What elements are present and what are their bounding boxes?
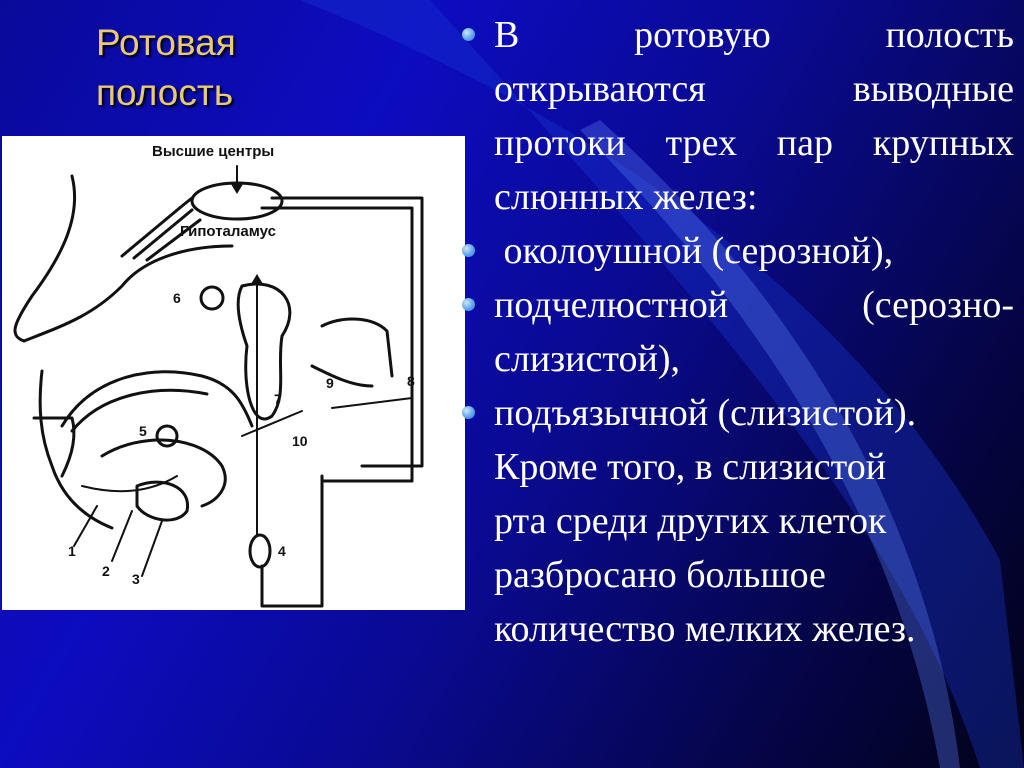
bullet-dot-icon — [462, 244, 475, 257]
title-line-1: Ротовая — [96, 22, 236, 63]
bullet-dot-icon — [462, 28, 475, 41]
slide-title — [96, 18, 296, 118]
figure-number-8: 8 — [407, 373, 415, 389]
label-higher-centers: Высшие центры — [152, 143, 275, 160]
bullet-4-line-4: разбросано большое — [494, 554, 826, 596]
bullet-4-line-3: рта среди других клеток — [494, 500, 887, 542]
bullet-item-1 — [462, 8, 1014, 224]
bullet-2-line-1: околоушной (серозной), — [494, 230, 894, 272]
bullet-item-3 — [462, 278, 1014, 386]
figure-number-2: 2 — [102, 563, 110, 579]
figure-number-4: 4 — [278, 543, 286, 559]
bullet-dot-icon — [462, 298, 475, 311]
bullet-3-line-2: слизистой), — [494, 338, 680, 380]
bullet-4-line-5: количество мелких желез. — [494, 608, 916, 650]
bullet-list — [462, 8, 1014, 656]
bullet-1-line-3: протоки трех пар крупных — [494, 122, 1014, 164]
salivation-reflex-diagram — [2, 136, 465, 610]
bullet-4-line-1: подъязычной (слизистой). — [494, 392, 917, 434]
figure-number-1: 1 — [68, 543, 76, 559]
figure-number-10: 10 — [292, 433, 308, 449]
figure-number-5: 5 — [139, 423, 147, 439]
label-hypothalamus: Гипоталамус — [180, 223, 276, 240]
figure-number-7: 7 — [274, 391, 282, 407]
bullet-1-line-4: слюнных желез: — [494, 176, 758, 218]
bullet-item-4 — [462, 386, 1014, 656]
bullet-item-2 — [462, 224, 1014, 278]
figure-number-9: 9 — [326, 375, 334, 391]
bullet-1-line-2: открываются выводные — [494, 68, 1014, 110]
bullet-4-line-2: Кроме того, в слизистой — [494, 446, 887, 488]
bullet-3-line-1: подчелюстной (серозно- — [494, 284, 1014, 326]
figure-number-6: 6 — [173, 290, 181, 306]
figure-number-3: 3 — [132, 571, 140, 587]
bullet-dot-icon — [462, 406, 475, 419]
bullet-1-line-1: В ротовую полость — [494, 14, 1014, 56]
title-line-2: полость — [96, 72, 234, 113]
